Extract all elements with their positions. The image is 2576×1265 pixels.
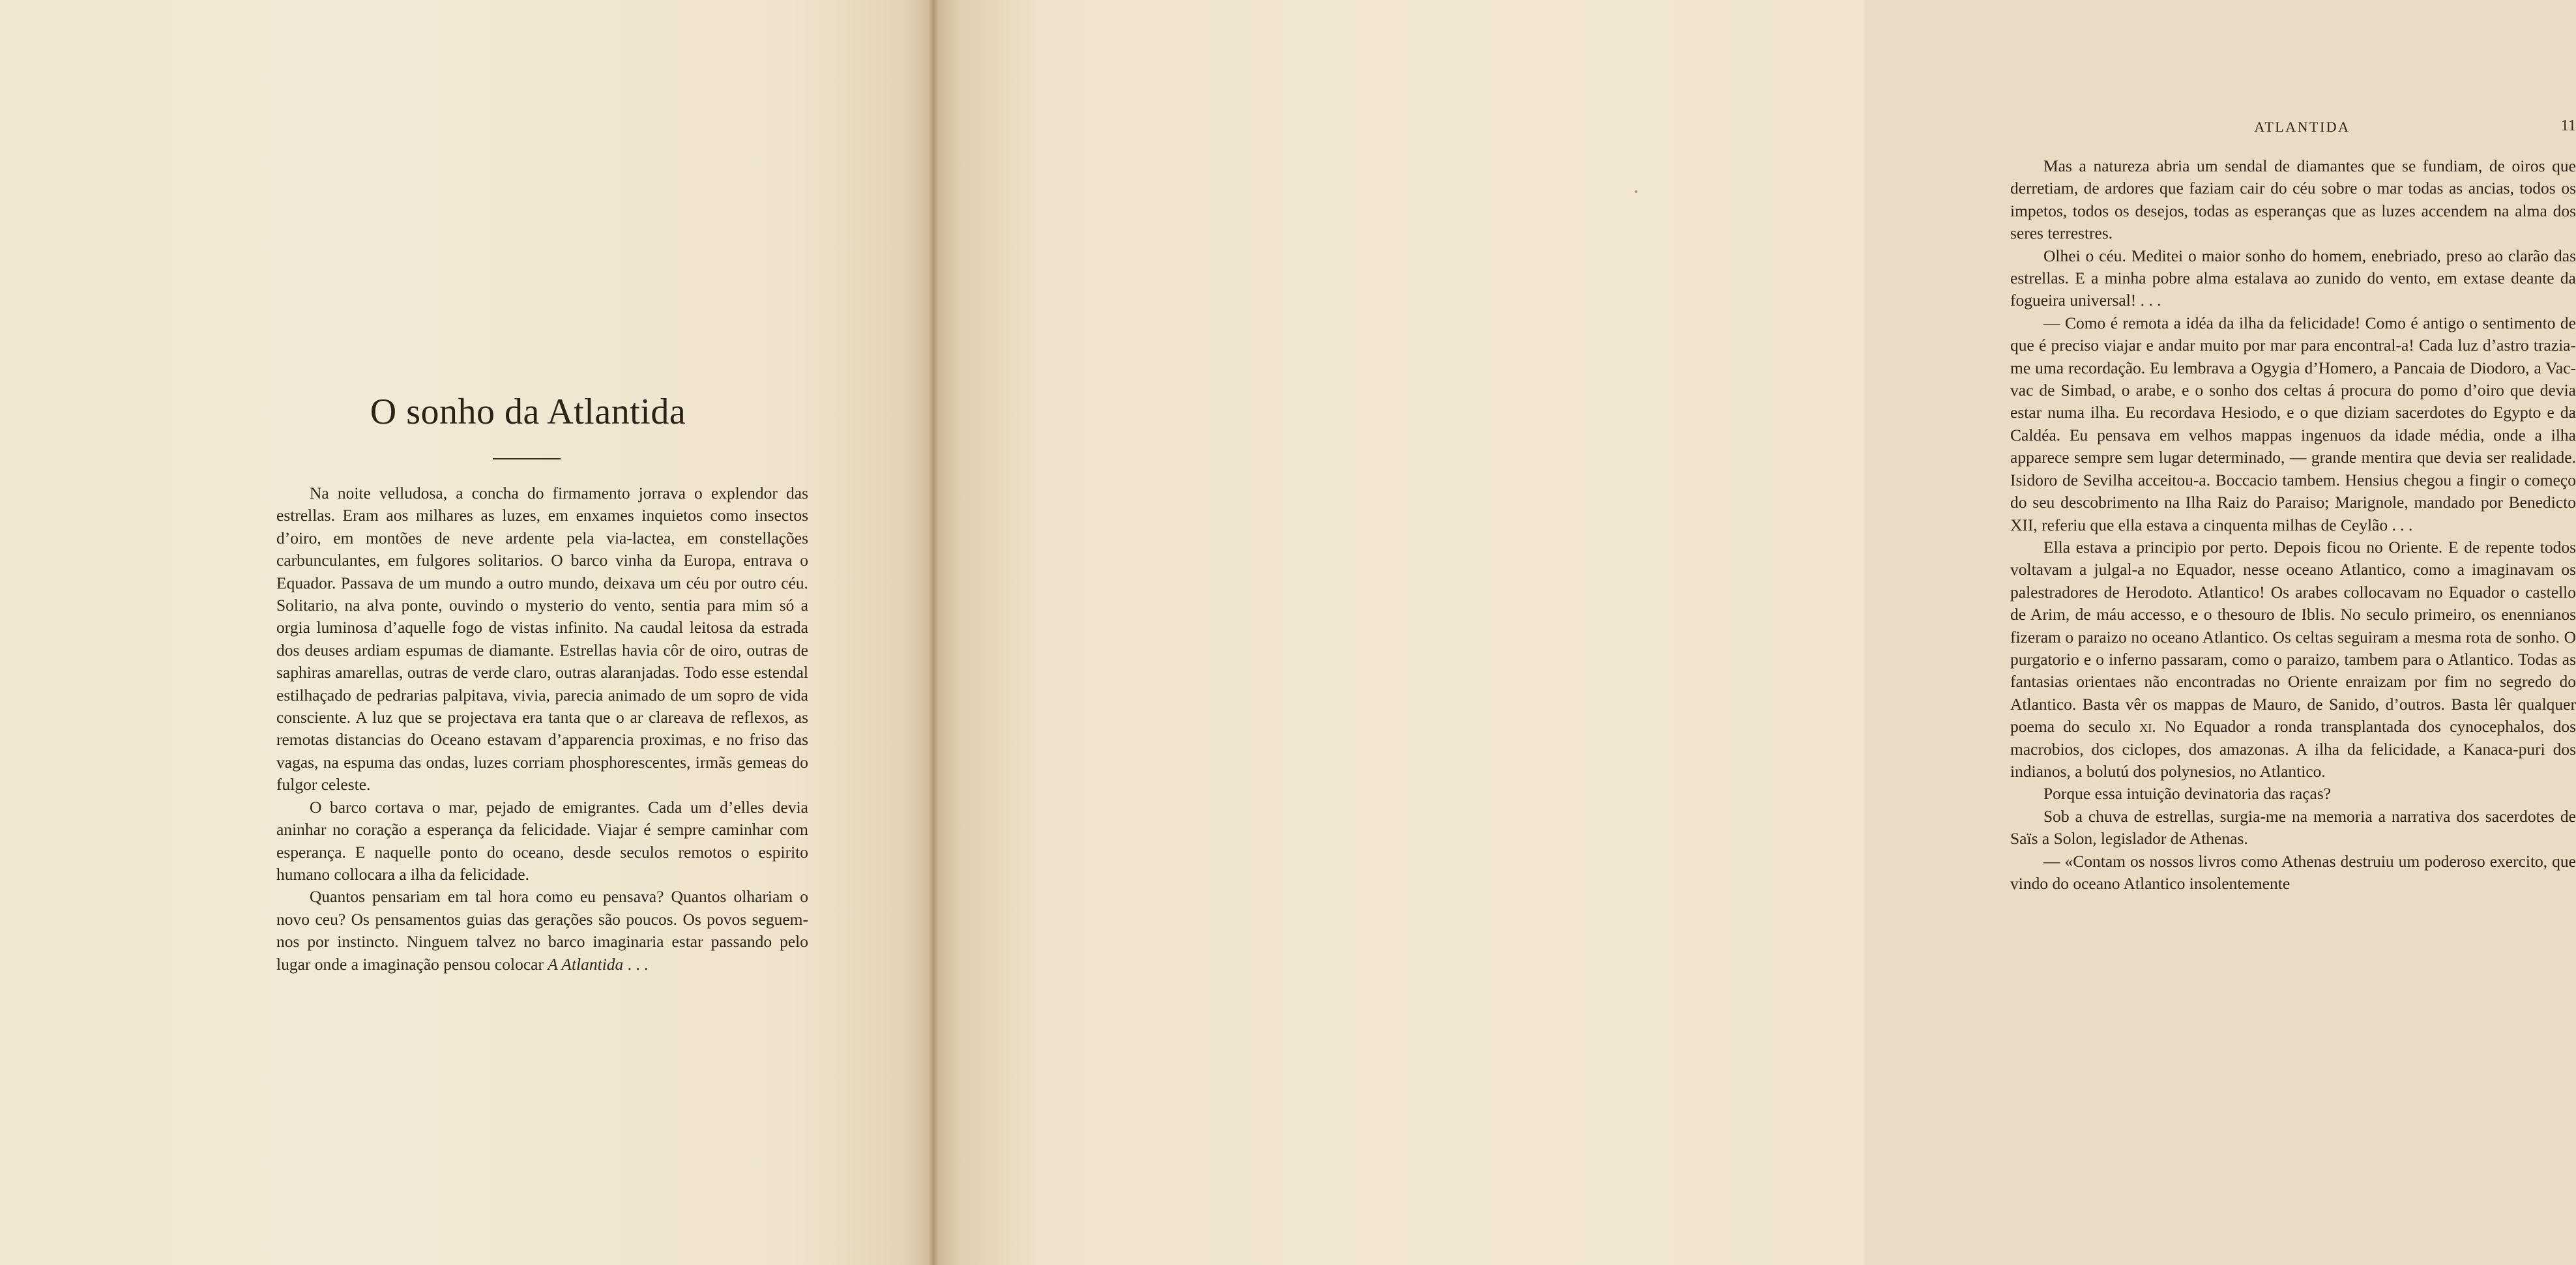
paragraph-text: Quantos pensariam em tal hora como eu pensava? Quantos olhariam o novo ceu? Os pensamentos guias das gerações são poucos. Os povos seguem-nos por instincto. Ninguem talvez no barco imaginaria estar passando pelo lugar onde a imaginação pensou colocar xyxy=(276,887,808,974)
gutter-shadow xyxy=(928,0,939,1265)
paragraph: Olhei o céu. Meditei o maior sonho do homem, enebriado, preso ao clarão das estrellas. E a minha pobre alma estalava ao zunido do vento, em extase deante da fogueira universal! . . . xyxy=(2010,246,2576,310)
left-body-text xyxy=(276,482,808,976)
page-number: 11 xyxy=(2560,117,2576,134)
left-page xyxy=(0,0,933,1265)
running-head: ATLANTIDA xyxy=(2254,119,2350,135)
paragraph: Mas a natureza abria um sendal de diamantes que se fundiam, de oiros que derretiam, de ardores que faziam cair do céu sobre o mar todas as ancias, todos os impetos, todos os desejos, todas as esperanças que as luzes accendem na alma dos seres terrestres. xyxy=(2010,156,2576,243)
paragraph: — «Contam os nossos livros como Athenas destruiu um poderoso exercito, que vindo do oceano Atlantico insolentemente xyxy=(2010,851,2576,893)
chapter-title: O sonho da Atlantida xyxy=(370,392,686,432)
paragraph: — Como é remota a idéa da ilha da felicidade! Como é antigo o sentimento de que é preciso viajar e andar muito por mar para encontral-a! Cada luz d’astro trazia-me uma recordação. Eu lembrava a Ogygia d’Homero, a Pancaia de Diodoro, a Vac-vac de Simbad, o arabe, e o sonho dos celtas á procura do pomo d’oiro que devia estar numa ilha. Eu recordava Hesiodo, e o que diziam sacerdotes do Egypto e da Caldéa. Eu pensava em velhos mappas ingenuos da idade média, onde a ilha apparece sempre sem lugar determinado, — grande mentira que devia ser realidade. Isidoro de Sevilha acceitou-a. Boccacio tambem. Hensius chegou a fingir o começo do seu descobrimento na Ilha Raiz do Paraiso; Marignole, mandado por Benedicto XII, referiu que ella estava a cinquenta milhas de Ceylão . . . xyxy=(2010,313,2576,534)
paragraph: Porque essa intuição devinatoria das raças? xyxy=(2043,784,2332,804)
ellipsis: . . . xyxy=(623,954,649,974)
paper-speck xyxy=(1635,190,1637,193)
paragraph xyxy=(2010,536,2576,783)
right-body-text xyxy=(2010,155,2576,895)
right-page xyxy=(933,0,2576,1265)
paragraph xyxy=(276,886,808,976)
title-rule xyxy=(493,458,561,459)
paragraph: Sob a chuva de estrellas, surgia-me na memoria a narrativa dos sacerdotes de Saïs a Solon, legislador de Athenas. xyxy=(2010,806,2576,849)
paragraph: Na noite velludosa, a concha do firmamento jorrava o explendor das estrellas. Eram aos milhares as luzes, em enxames inquietos como insectos d’oiro, em montões de neve ardente pela via-lactea, em constellações carbunculantes, em fulgores solitarios. O barco vinha da Europa, entrava o Equador. Passava de um mundo a outro mundo, deixava um céu por outro céu. Solitario, na alva ponte, ouvindo o mysterio do vento, sentia para mim só a orgia luminosa d’aquelle fogo de vistas infinito. Na caudal leitosa da estrada dos deuses ardiam espumas de diamante. Estrellas havia côr de oiro, outras de saphiras amarellas, outras de verde claro, outras alaranjadas. Todo esse estendal estilhaçado de pedrarias palpitava, vivia, parecia animado de um sopro de vida consciente. A luz que se projectava era tanta que o ar clareava de reflexos, as remotas distancias do Oceano estavam d’apparencia proximas, e no friso das vagas, na espuma das ondas, luzes corriam phosphorescentes, irmãs gemeas do fulgor celeste. xyxy=(276,484,808,794)
paragraph-text-continued: . No Equador a ronda transplantada dos cynocephalos, dos macrobios, dos ciclopes, dos amazonas. A ilha da felicidade, a Kanaca-puri dos indianos, a bolutú dos polynesios, no Atlantico. xyxy=(2010,717,2576,781)
paragraph-text: Ella estava a principio por perto. Depois ficou no Oriente. E de repente todos voltavam a julgal-a no Equador, nesse oceano Atlantico, como a imaginavam os palestradores de Herodoto. Atlantico! Os arabes collocavam no Equador o castello de Arim, de máu accesso, e o thesouro de Iblis. No seculo primeiro, os enennianos fizeram o paraizo no oceano Atlantico. Os celtas seguiram a mesma rota de sonho. O purgatorio e o inferno passaram, como o paraizo, tambem para o Atlantico. Todas as fantasias orientaes não encontradas no Oriente enraizam por fim no segredo do Atlantico. Basta vêr os mappas de Mauro, de Sanido, d’outros. Basta lêr qualquer poema do seculo xyxy=(2010,537,2576,736)
book-title-italic: A Atlantida xyxy=(548,954,624,974)
century-numeral: xi xyxy=(2139,717,2152,736)
paragraph: O barco cortava o mar, pejado de emigrantes. Cada um d’elles devia aninhar no coração a esperança da felicidade. Viajar é sempre caminhar com esperança. E naquelle ponto do oceano, desde seculos remotos o espirito humano collocara a ilha da felicidade. xyxy=(276,797,808,884)
